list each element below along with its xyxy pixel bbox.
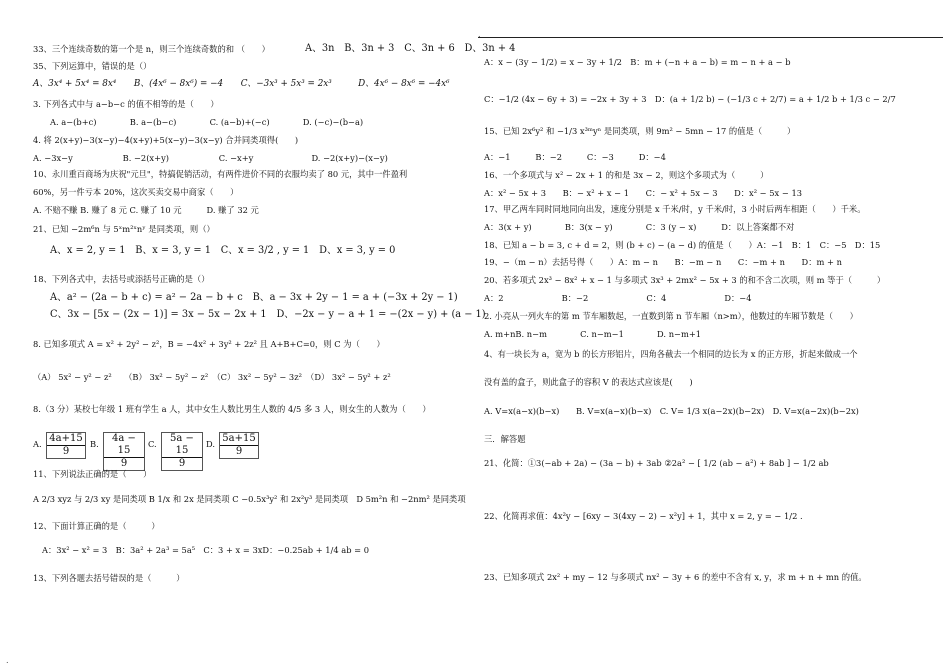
q11-options: A 2/3 xyz 与 2/3 xy 是同类项 B 1/x 和 2x 是同类项 C −0.5x³y² 和 2x²y³ 是同类项 D 5m²n 和 −2nm² 是同类项 bbox=[33, 494, 466, 504]
q8b-option-a-fraction bbox=[46, 432, 86, 459]
q13-options-ab: A：x − (3y − 1/2) = x − 3y + 1/2 B：m + (−n + a − b) = m − n + a − b bbox=[484, 57, 791, 67]
q18-options-cd: C、3x − [5x − (2x − 1)] = 3x − 5x − 2x + 1 D、−2x − y − a + 1 = −(2x − y) + (a − 1) bbox=[50, 309, 486, 320]
q17-stem: 17、甲乙两车同时同地同向出发，速度分别是 x 千米/时，y 千米/时，3 小时后两车相距（ ）千米。 bbox=[484, 204, 866, 214]
q16-options: A：x² − 5x + 3 B：− x² + x − 1 C：− x² + 5x − 3 D：x² − 5x − 13 bbox=[484, 188, 803, 198]
q8b-option-d-fraction bbox=[219, 432, 259, 459]
q19-line: 19、−（m − n）去括号得（ ）A：m − n B：−m − n C：−m + n D：m + n bbox=[484, 257, 842, 267]
q3-stem: 3. 下列各式中与 a−b−c 的值不相等的是（ ） bbox=[33, 99, 219, 109]
q33-options: A、3n B、3n + 3 C、3n + 6 D、3n + 4 bbox=[305, 43, 516, 54]
q8b-option-b-denominator: 9 bbox=[120, 458, 128, 469]
page-top-rule bbox=[478, 37, 943, 38]
q2-options: A. m+nB. n−m C. n−m−1 D. n−m+1 bbox=[484, 329, 702, 339]
q20-options: A：2 B：−2 C：4 D：−4 bbox=[484, 293, 752, 303]
q10-stem-line2: 60%，另一件亏本 20%，这次买卖交易中商家（ ） bbox=[33, 187, 239, 197]
q20-stem: 20、若多项式 2x³ − 8x² + x − 1 与多项式 3x³ + 2mx² − 5x + 3 的和不含二次项，则 m 等于（ ） bbox=[484, 275, 886, 285]
q8b-option-a-denominator: 9 bbox=[62, 446, 70, 457]
q8b-option-b-label: B. bbox=[90, 439, 99, 449]
page-corner-dot-top: . bbox=[478, 30, 481, 39]
q12-options: A：3x² − x² = 3 B：3a² + 2a³ = 5a⁵ C：3 + x = 3xD：−0.25ab + 1/4 ab = 0 bbox=[42, 545, 370, 555]
q8a-stem: 8. 已知多项式 A = x² + 2y² − z²，B = −4x² + 3y² + 2z² 且 A+B+C=0，则 C 为（ ） bbox=[33, 339, 385, 349]
q8b-option-c-label: C. bbox=[148, 439, 157, 449]
q21b-line: 21、化简：①3(−ab + 2a) − (3a − b) + 3ab ②2a² − [ 1/2 (ab − a²) + 8ab ] − 1/2 ab bbox=[484, 458, 829, 468]
q33-stem: 33、三个连续奇数的第一个是 n，则三个连续奇数的和 （ ） bbox=[33, 44, 270, 54]
q23-line: 23、已知多项式 2x² + my − 12 与多项式 nx² − 3y + 6 的差中不含有 x, y，求 m + n + mn 的值。 bbox=[484, 572, 867, 582]
q16-stem: 16、一个多项式与 x² − 2x + 1 的和是 3x − 2，则这个多项式为（ ） bbox=[484, 170, 769, 180]
q8b-option-d-denominator: 9 bbox=[235, 446, 243, 457]
q4b-stem-line2: 没有盖的盒子，则此盒子的容积 V 的表达式应该是( ) bbox=[484, 377, 693, 387]
q8b-option-d-numerator: 5a+15 bbox=[220, 433, 258, 446]
q15-options: A：−1 B：−2 C：−3 D：−4 bbox=[484, 152, 666, 162]
q8b-option-d-label: D. bbox=[206, 439, 215, 449]
q8b-option-c-fraction bbox=[161, 432, 203, 471]
q21-options: A、x = 2, y = 1 B、x = 3, y = 1 C、x = 3/2 , y = 1 D、x = 3, y = 0 bbox=[50, 245, 396, 256]
q13-stem: 13、下列各题去括号错误的是（ ） bbox=[33, 573, 185, 583]
q8a-options: （A） 5x² − y² − z² （B） 3x² − 5y² − z² （C） 3x² − 5y² − 3z² （D） 3x² − 5y² + z² bbox=[33, 372, 391, 382]
q10-stem-line1: 10、永川重百商场为庆祝"元旦"，特搞促销活动，有两件进价不同的衣服均卖了 80 元，其中一件盈利 bbox=[33, 169, 408, 179]
q21-stem: 21、已知 −2m⁶n 与 5ˣm²ˣnʸ 是同类项，则（） bbox=[33, 224, 215, 234]
q8b-stem: 8.（3 分）某校七年级 1 班有学生 a 人，其中女生人数比男生人数的 4/5 多 3 人，则女生的人数为（ ） bbox=[33, 404, 431, 414]
q8b-option-c-denominator: 9 bbox=[178, 458, 186, 469]
q3-options: A. a−(b+c) B. a−(b−c) C. (a−b)+(−c) D. (−c)−(b−a) bbox=[50, 117, 364, 127]
page-corner-dot-bottom: . bbox=[6, 656, 9, 665]
q8b-option-c-numerator: 5a − 15 bbox=[162, 433, 202, 458]
q4b-options: A. V=x(a−x)(b−x) B. V=x(a−x)(b−x) C. V= 1/3 x(a−2x)(b−2x) D. V=x(a−2x)(b−2x) bbox=[484, 406, 859, 416]
q17-options: A：3(x + y) B：3(x − y) C：3 (y − x) D：以上答案都不对 bbox=[484, 222, 795, 232]
q11-stem: 11、下列说法正确的是（ ） bbox=[33, 469, 152, 479]
q8b-option-a-numerator: 4a+15 bbox=[47, 433, 85, 446]
q8b-option-b-numerator: 4a − 15 bbox=[104, 433, 144, 458]
q4-options: A. −3x−y B. −2(x+y) C. −x+y D. −2(x+y)−(x−y) bbox=[33, 153, 388, 163]
q8b-option-a-label: A. bbox=[33, 439, 42, 449]
q18-options-ab: A、a² − (2a − b + c) = a² − 2a − b + c B、a − 3x + 2y − 1 = a + (−3x + 2y − 1) bbox=[50, 292, 458, 303]
q4-stem: 4. 将 2(x+y)−3(x−y)−4(x+y)+5(x−y)−3(x−y) 合并同类项得( ) bbox=[33, 135, 299, 145]
q13-options-cd: C：−1/2 (4x − 6y + 3) = −2x + 3y + 3 D：(a + 1/2 b) − (−1/3 c + 2/7) = a + 1/2 b + 1/3 c − 2/7 bbox=[484, 94, 896, 104]
q12-stem: 12、下面计算正确的是（ ） bbox=[33, 521, 160, 531]
q22-line: 22、化简再求值：4x²y − [6xy − 3(4xy − 2) − x²y] + 1，其中 x = 2, y = − 1/2 . bbox=[484, 511, 803, 521]
q8b-option-b-fraction bbox=[103, 432, 145, 471]
q4b-stem-line1: 4、有一块长为 a，宽为 b 的长方形铝片，四角各截去一个相同的边长为 x 的正方形，折起来做成一个 bbox=[484, 349, 858, 359]
q18-stem: 18、下列各式中，去括号或添括号正确的是（） bbox=[33, 274, 210, 284]
q15-stem: 15、已知 2x⁶y² 和 −1/3 x³ᵐyⁿ 是同类项，则 9m² − 5mn − 17 的值是（ ） bbox=[484, 126, 796, 136]
q35-options: A、3x⁴ + 5x⁴ = 8x⁴ B、(4x⁶ − 8x⁶) = −4 C、−3x³ + 5x³ = 2x³ D、4x⁶ − 8x⁶ = −4x⁶ bbox=[33, 79, 450, 89]
q2-stem: 2. 小亮从一列火车的第 m 节车厢数起，一直数到第 n 节车厢（n>m），他数过的车厢节数是（ ） bbox=[484, 311, 858, 321]
q10-options: A. 不赔不赚 B. 赚了 8 元 C. 赚了 10 元 D. 赚了 32 元 bbox=[33, 205, 259, 215]
q35-stem: 35、下列运算中，错误的是（） bbox=[33, 61, 152, 71]
q18b-line: 18、已知 a − b = 3, c + d = 2，则 (b + c) − (a − d) 的值是（ ）A：−1 B：1 C：−5 D：15 bbox=[484, 240, 881, 250]
section-heading-answers: 三．解答题 bbox=[484, 434, 526, 444]
